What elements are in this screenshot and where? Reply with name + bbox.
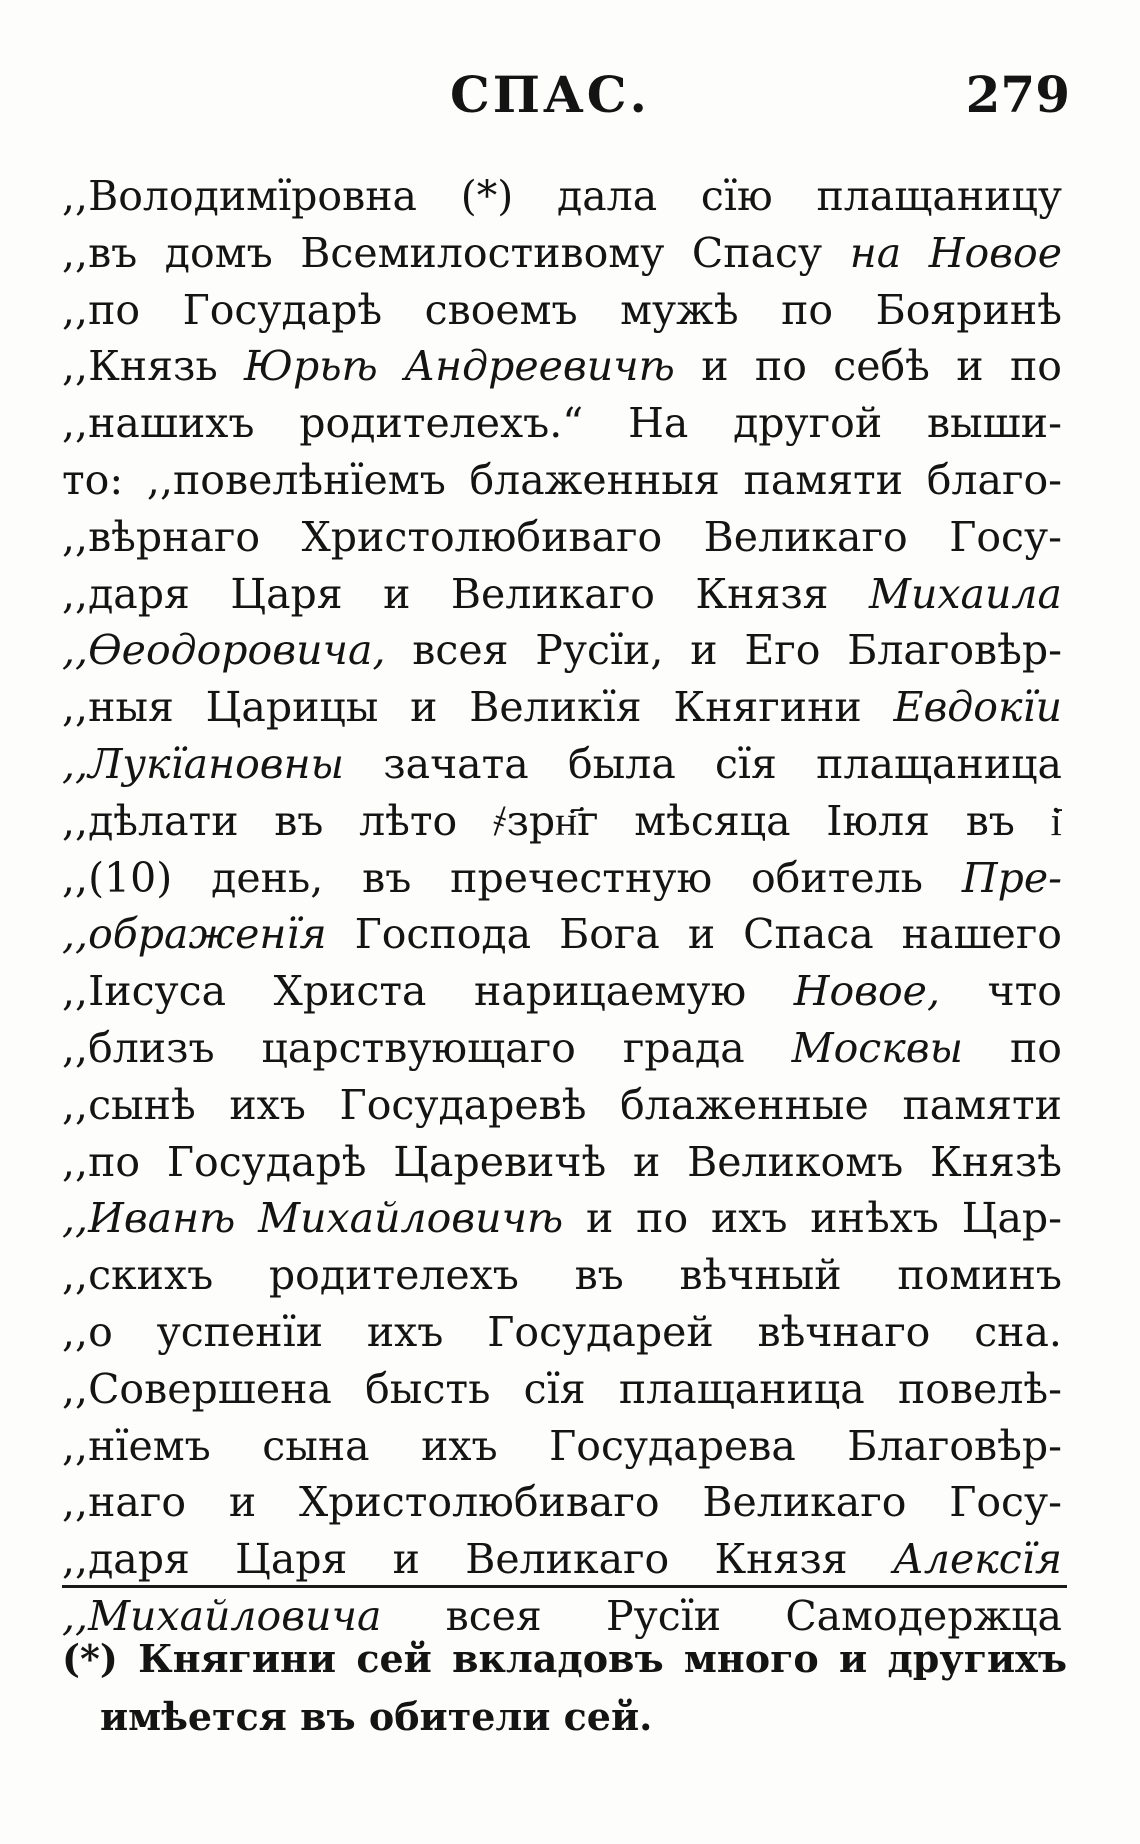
word: Государева xyxy=(549,1421,796,1470)
word: лѣто xyxy=(359,796,458,845)
word: Великаго xyxy=(702,1478,907,1527)
footnote-word: много xyxy=(683,1636,819,1681)
page-number: 279 xyxy=(965,65,1070,124)
word: Великомъ xyxy=(687,1137,904,1186)
text-line xyxy=(62,1531,1062,1588)
word: другой xyxy=(733,399,883,448)
word: Новое xyxy=(928,228,1062,277)
text-line xyxy=(62,1134,1062,1191)
word: Москвы xyxy=(791,1023,963,1072)
text-line xyxy=(62,452,1062,509)
word: Цар- xyxy=(961,1194,1062,1243)
word: царствующаго xyxy=(261,1023,576,1072)
text-line xyxy=(62,1020,1062,1077)
word: памяти xyxy=(902,1080,1062,1129)
word: день, xyxy=(211,853,324,902)
word: зачата xyxy=(383,739,529,788)
footnote-word: другихъ xyxy=(887,1636,1067,1681)
word: Госу- xyxy=(949,512,1062,561)
word: ҂зрн҃г xyxy=(492,796,599,845)
word: вѣчный xyxy=(679,1251,842,1300)
text-line xyxy=(62,1474,1062,1531)
word: Князѣ xyxy=(929,1137,1062,1186)
word: въ xyxy=(274,796,324,845)
word: Великаго xyxy=(465,1535,670,1584)
word: повелѣ- xyxy=(897,1364,1062,1413)
word: сына xyxy=(262,1421,370,1470)
word: блаженные xyxy=(620,1080,869,1129)
word: Княгини xyxy=(673,683,862,732)
word: мѣсяца xyxy=(634,796,791,845)
text-line xyxy=(62,1247,1062,1304)
word: Государѣ xyxy=(166,1137,367,1186)
footnote-rule xyxy=(62,1585,1067,1588)
word: Христолюбиваго xyxy=(301,512,663,561)
word: Самодержца xyxy=(785,1591,1062,1640)
word: выши- xyxy=(926,399,1062,448)
word: инѣхъ xyxy=(810,1194,939,1243)
word: обитель xyxy=(750,853,923,902)
word: въ xyxy=(574,1251,624,1300)
word: и xyxy=(701,342,729,391)
word: града xyxy=(622,1023,745,1072)
word: плащаница xyxy=(618,1364,865,1413)
word: благо- xyxy=(926,455,1062,504)
word: ,,сынѣ xyxy=(62,1080,196,1129)
word: На xyxy=(628,399,689,448)
text-line xyxy=(62,395,1062,452)
body-text xyxy=(62,168,1062,1645)
text-line xyxy=(62,850,1062,907)
text-line xyxy=(62,1077,1062,1134)
text-line xyxy=(62,736,1062,793)
word: Русїи xyxy=(606,1591,722,1640)
word: памяти xyxy=(743,455,904,504)
text-line xyxy=(62,906,1062,963)
word: успенїи xyxy=(156,1307,324,1356)
word: Евдокїи xyxy=(893,683,1062,732)
word: Великаго xyxy=(450,569,655,618)
word: Князя xyxy=(714,1535,848,1584)
word: пречестную xyxy=(450,853,713,902)
word: въ xyxy=(362,853,412,902)
text-line xyxy=(62,509,1062,566)
word: Царевичѣ xyxy=(393,1137,607,1186)
word: мужѣ xyxy=(620,285,739,334)
word: Государѣ xyxy=(182,285,383,334)
word: ,,Совершена xyxy=(62,1364,332,1413)
text-line xyxy=(62,622,1062,679)
word: своемъ xyxy=(424,285,578,334)
word: Русїи, xyxy=(535,626,664,675)
footnote-word: и xyxy=(839,1636,868,1681)
word: Царя xyxy=(230,569,343,618)
word: ,,(10) xyxy=(62,853,173,902)
text-line xyxy=(62,225,1062,282)
word: сїю xyxy=(700,172,773,220)
word: и xyxy=(687,910,716,959)
word: Благовѣр- xyxy=(847,1421,1062,1470)
word: ,,даря xyxy=(62,569,190,618)
word: по xyxy=(1009,1023,1062,1072)
word: ,,даря xyxy=(62,1535,190,1584)
text-line xyxy=(62,1418,1062,1475)
word: и xyxy=(383,569,411,618)
word: Великаго xyxy=(703,512,908,561)
text-line xyxy=(62,1304,1062,1361)
word: то: xyxy=(62,455,124,504)
word: ,,Ѳеодоровича, xyxy=(62,626,386,675)
text-line xyxy=(62,566,1062,623)
word: Алексїя xyxy=(892,1535,1062,1584)
word: ,,ныя xyxy=(62,683,174,732)
footnote-word: Княгини xyxy=(138,1636,337,1681)
word: ,,нїемъ xyxy=(62,1421,211,1470)
word: домъ xyxy=(164,228,273,277)
word: Новое, xyxy=(793,967,940,1016)
footnote-line-1 xyxy=(62,1630,1067,1688)
word: Благовѣр- xyxy=(847,626,1062,675)
word: ,,вѣрнаго xyxy=(62,512,261,561)
running-head: СПАС. xyxy=(450,65,650,124)
text-line xyxy=(62,338,1062,395)
word: ,,Iисуса xyxy=(62,967,227,1016)
word: всея xyxy=(412,626,509,675)
word: и xyxy=(586,1194,614,1243)
word: Бога xyxy=(559,910,660,959)
word: сна. xyxy=(974,1307,1062,1356)
word: ,,ображенїя xyxy=(62,910,327,959)
word: и xyxy=(228,1478,257,1527)
word: Пре- xyxy=(961,853,1062,902)
word: Михаила xyxy=(869,569,1062,618)
word: по xyxy=(1009,342,1062,391)
word: Царицы xyxy=(205,683,379,732)
word: по xyxy=(636,1194,689,1243)
word: поминъ xyxy=(897,1251,1062,1300)
word: ,,близъ xyxy=(62,1023,215,1072)
word: Господа xyxy=(354,910,532,959)
word: въ xyxy=(965,796,1015,845)
word: себѣ xyxy=(833,342,930,391)
word: Юрьѣ xyxy=(244,342,378,391)
word: родителехъ xyxy=(268,1251,519,1300)
word: ,,нашихъ xyxy=(62,399,255,448)
word: ,,въ xyxy=(62,228,138,277)
word: нашего xyxy=(901,910,1062,959)
word: и xyxy=(690,626,718,675)
word: и xyxy=(410,683,438,732)
word: Андреевичѣ xyxy=(404,342,675,391)
word: дала xyxy=(556,172,658,220)
word: и xyxy=(633,1137,661,1186)
word: Iюля xyxy=(826,796,931,845)
word: і҃ xyxy=(1050,796,1062,845)
word: ,,наго xyxy=(62,1478,187,1527)
word: ихъ xyxy=(366,1307,444,1356)
word: и xyxy=(956,342,984,391)
word: что xyxy=(987,967,1062,1016)
text-line xyxy=(62,1361,1062,1418)
word: ,,Михайловича xyxy=(62,1591,382,1640)
word: Михайловичѣ xyxy=(258,1194,564,1243)
text-line xyxy=(62,793,1062,850)
word: ,,дѣлати xyxy=(62,796,239,845)
word: Великїя xyxy=(469,683,642,732)
word: ,,повелѣнїемъ xyxy=(146,455,446,504)
word: ,,скихъ xyxy=(62,1251,214,1300)
text-line xyxy=(62,1190,1062,1247)
word: Спаса xyxy=(743,910,874,959)
word: Спасу xyxy=(691,228,823,277)
text-line xyxy=(62,168,1062,225)
word: Госу- xyxy=(949,1478,1062,1527)
word: (*) xyxy=(460,172,514,220)
word: родителехъ.“ xyxy=(299,399,584,448)
word: блаженныя xyxy=(469,455,720,504)
word: нарицаемую xyxy=(474,967,747,1016)
word: по xyxy=(754,342,807,391)
word: ихъ xyxy=(421,1421,498,1470)
footnote-word: (*) xyxy=(62,1636,118,1681)
word: и xyxy=(392,1535,420,1584)
word: ,,Володимїровна xyxy=(62,172,417,220)
text-line xyxy=(62,282,1062,339)
word: Бояринѣ xyxy=(875,285,1062,334)
footnote-word: вкладовъ xyxy=(452,1636,664,1681)
word: Всемилостивому xyxy=(300,228,665,277)
word: бысть xyxy=(365,1364,491,1413)
word: Государей xyxy=(487,1307,714,1356)
word: Князя xyxy=(695,569,829,618)
word: Христолюбиваго xyxy=(299,1478,660,1527)
word: ,,о xyxy=(62,1307,113,1356)
page-header xyxy=(60,60,1070,130)
word: ,,Иванѣ xyxy=(62,1194,236,1243)
word: ,,по xyxy=(62,1137,141,1186)
word: Царя xyxy=(235,1535,348,1584)
word: плащаницу xyxy=(816,172,1062,220)
text-line xyxy=(62,963,1062,1020)
word: Государевѣ xyxy=(339,1080,587,1129)
word: ихъ xyxy=(229,1080,306,1129)
word: плащаница xyxy=(816,739,1062,788)
word: вѣчнаго xyxy=(757,1307,931,1356)
text-line xyxy=(62,679,1062,736)
word: сїя xyxy=(523,1364,586,1413)
word: Его xyxy=(744,626,821,675)
footnote xyxy=(62,1630,1067,1746)
word: ихъ xyxy=(710,1194,788,1243)
word: ,,Лукїановны xyxy=(62,739,345,788)
word: Христа xyxy=(273,967,427,1016)
word: сїя xyxy=(714,739,777,788)
word: на xyxy=(849,228,902,277)
word: по xyxy=(781,285,834,334)
footnote-word: сей xyxy=(356,1636,432,1681)
word: всея xyxy=(445,1591,542,1640)
word: ,,Князь xyxy=(62,342,218,391)
word: была xyxy=(567,739,676,788)
footnote-line-2: имѣется въ обители сей. xyxy=(100,1694,653,1739)
word: ,,по xyxy=(62,285,141,334)
